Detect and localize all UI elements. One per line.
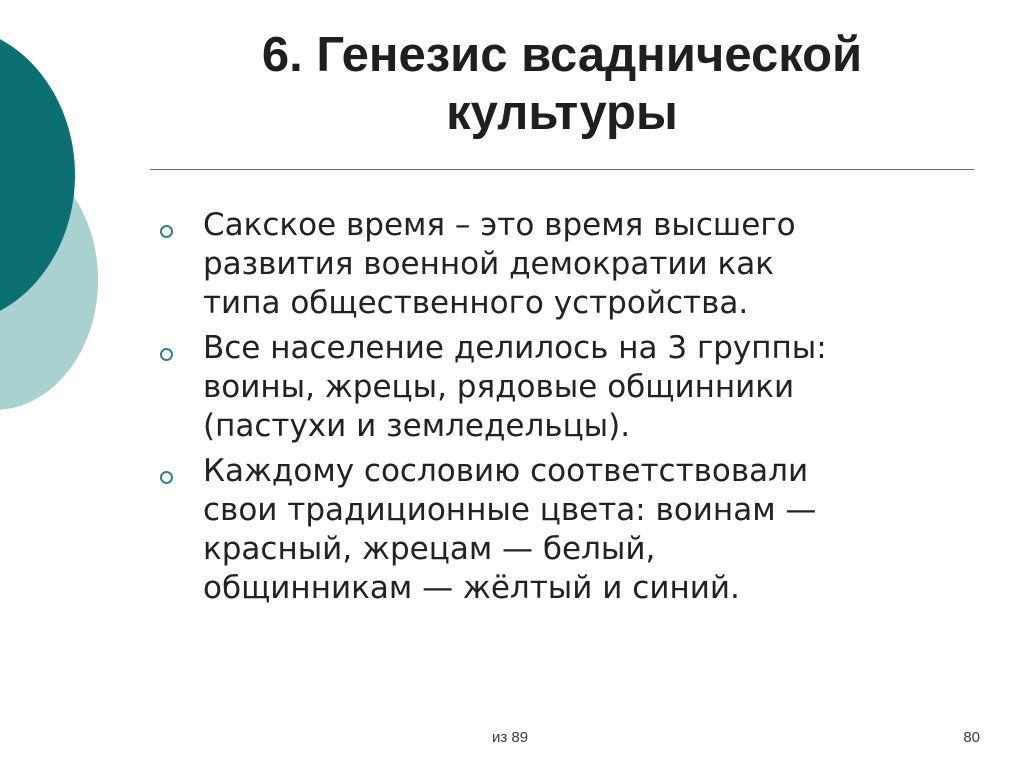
bullet-circle-icon [160, 225, 173, 238]
bullet-1-line-1: Сакское время – это время высшего [203, 207, 796, 243]
bullet-list [160, 206, 950, 614]
bullet-item-1 [160, 206, 950, 323]
bullet-3-line-3: красный, жрецам — белый, [203, 531, 656, 567]
bullet-circle-icon [160, 348, 173, 361]
bullet-3-line-4: общинникам — жёлтый и синий. [203, 570, 740, 606]
bullet-item-2 [160, 329, 950, 446]
bullet-2-line-1: Все население делилось на 3 группы: [203, 330, 827, 366]
page-count: из 89 [491, 729, 529, 746]
title-line-1: 6. Генезис всаднической [261, 28, 863, 82]
slide-title [150, 26, 974, 142]
bullet-3-line-1: Каждому сословию соответствовали [203, 453, 809, 489]
title-line-2: культуры [446, 86, 678, 140]
bullet-1-line-2: развития военной демократии как [203, 246, 775, 282]
title-divider [150, 169, 974, 170]
bullet-2-line-3: (пастухи и земледельцы). [203, 408, 631, 444]
bullet-3-line-2: свои традиционные цвета: воинам — [203, 492, 817, 528]
slide-number: 80 [963, 729, 980, 746]
bullet-1-line-3: типа общественного устройства. [203, 285, 749, 321]
bullet-circle-icon [160, 471, 173, 484]
bullet-2-line-2: воины, жрецы, рядовые общинники [203, 369, 795, 405]
bullet-item-3 [160, 452, 950, 608]
